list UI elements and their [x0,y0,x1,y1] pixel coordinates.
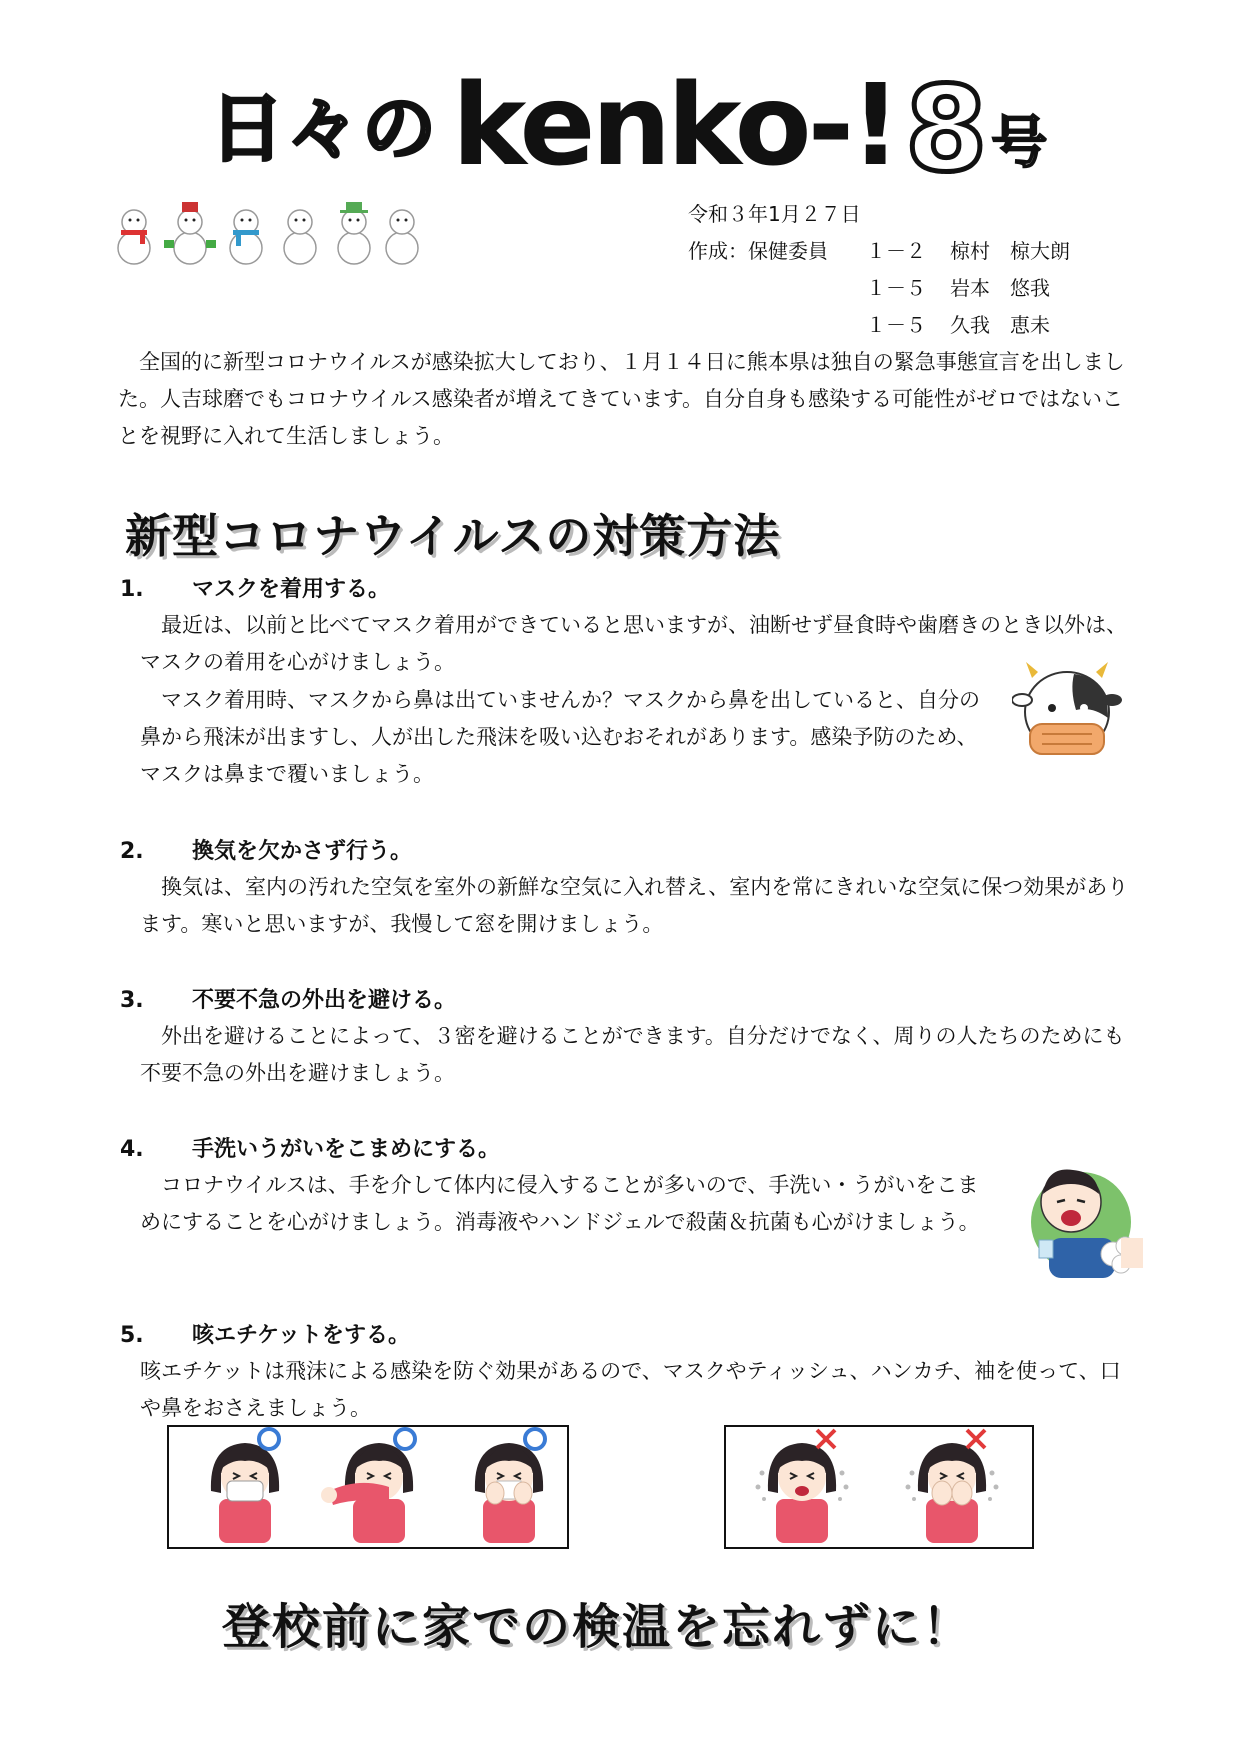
author-label: 作成：保健委員 [688,239,828,263]
section-paragraph: 咳エチケットは飛沫による感染を防ぐ効果があるので、マスクやティッシュ、ハンカチ、袖を使って、口や鼻をおさえましょう。 [140,1359,1121,1420]
snowman-icon [338,202,370,264]
correct-etiquette-box [167,1425,569,1549]
wrong-etiquette-box [724,1425,1034,1549]
girl-mask-icon [211,1429,279,1543]
section-paragraph: マスク着用時、マスクから鼻は出ていませんか？マスクから鼻を出していると、自分の鼻から飛沫が出ますし、人が出した飛沫を吸い込むおそれがあります。感染予防のため、マスクは鼻まで覆いましょう。 [140,688,980,786]
snowman-icon [230,210,262,264]
temperature-check-slogan: 登校前に家での検温を忘れずに！ [222,1599,973,1655]
section-title-text: マスクを着用する。 [192,577,391,602]
section-title-text: 手洗いうがいをこまめにする。 [192,1137,501,1162]
issue-date: 令和３年1月２７日 [688,202,861,226]
cow-mask-icon [1012,660,1122,770]
snowman-icon [164,202,216,264]
snowman-icon [118,210,150,264]
issue-suffix: 号 [991,111,1048,176]
section-paragraph: 換気は、室内の汚れた空気を室外の新鮮な空気に入れ替え、室内を常にきれいな空気に保つ効果があります。寒いと思いますが、我慢して窓を開けましょう。 [140,875,1129,936]
section-paragraph: 外出を避けることによって、３密を避けることができます。自分だけでなく、周りの人たちのためにも不要不急の外出を避けましょう。 [140,1024,1125,1085]
section-title [120,983,456,1014]
girl-cough-hands-icon [906,1430,999,1543]
section-paragraph: 最近は、以前と比べてマスク着用ができていると思いますが、油断せず昼食時や歯磨きのとき以外は、マスクの着用を心がけましょう。 [140,613,1127,674]
section-title [120,1132,500,1163]
section-title-text: 咳エチケットをする。 [192,1323,411,1348]
girl-sleeve-icon [321,1429,415,1543]
section-title-text: 不要不急の外出を避ける。 [192,988,457,1013]
author-name: 椋村 椋大朗 [950,239,1070,263]
section-title-text: 換気を欠かさず行う。 [192,839,413,864]
girl-cough-open-icon [756,1430,849,1543]
masthead-brand: kenko-! [452,61,898,191]
boy-gargling-icon [1025,1150,1143,1280]
correct-examples [169,1427,567,1547]
intro-paragraph: 全国的に新型コロナウイルスが感染拡大しており、１月１４日に熊本県は独自の緊急事態宣言を出しました。人吉球磨でもコロナウイルス感染者が増えてきています。自分自身も感染する可能性がゼロではないことを視野に入れて生活しましょう。 [118,350,1125,448]
author-name: 岩本 悠我 [950,276,1050,300]
section-heading: 新型コロナウイルスの対策方法 [125,509,781,563]
snowman-icon [386,210,418,264]
masthead-prefix: 日々の [210,86,438,172]
girl-tissue-icon [475,1429,545,1543]
section-number: 1. [120,577,144,602]
section-number: 2. [120,839,144,864]
author-name: 久我 恵未 [950,313,1050,337]
masthead [210,60,1070,198]
snowmen-row [112,200,422,276]
author-class: １－５ [866,276,926,300]
section-title [120,572,390,603]
issue-number: 8 [905,60,988,198]
section-number: 3. [120,988,144,1013]
section-paragraph: コロナウイルスは、手を介して体内に侵入することが多いので、手洗い・うがいをこまめにすることを心がけましょう。消毒液やハンドジェルで殺菌＆抗菌も心がけましょう。 [140,1173,980,1234]
section-title [120,1318,410,1349]
author-class: １－５ [866,313,926,337]
wrong-examples [726,1427,1032,1547]
section-title [120,834,412,865]
author-class: １－２ [866,239,926,263]
section-number: 4. [120,1137,144,1162]
section-number: 5. [120,1323,144,1348]
snowman-icon [284,210,316,264]
